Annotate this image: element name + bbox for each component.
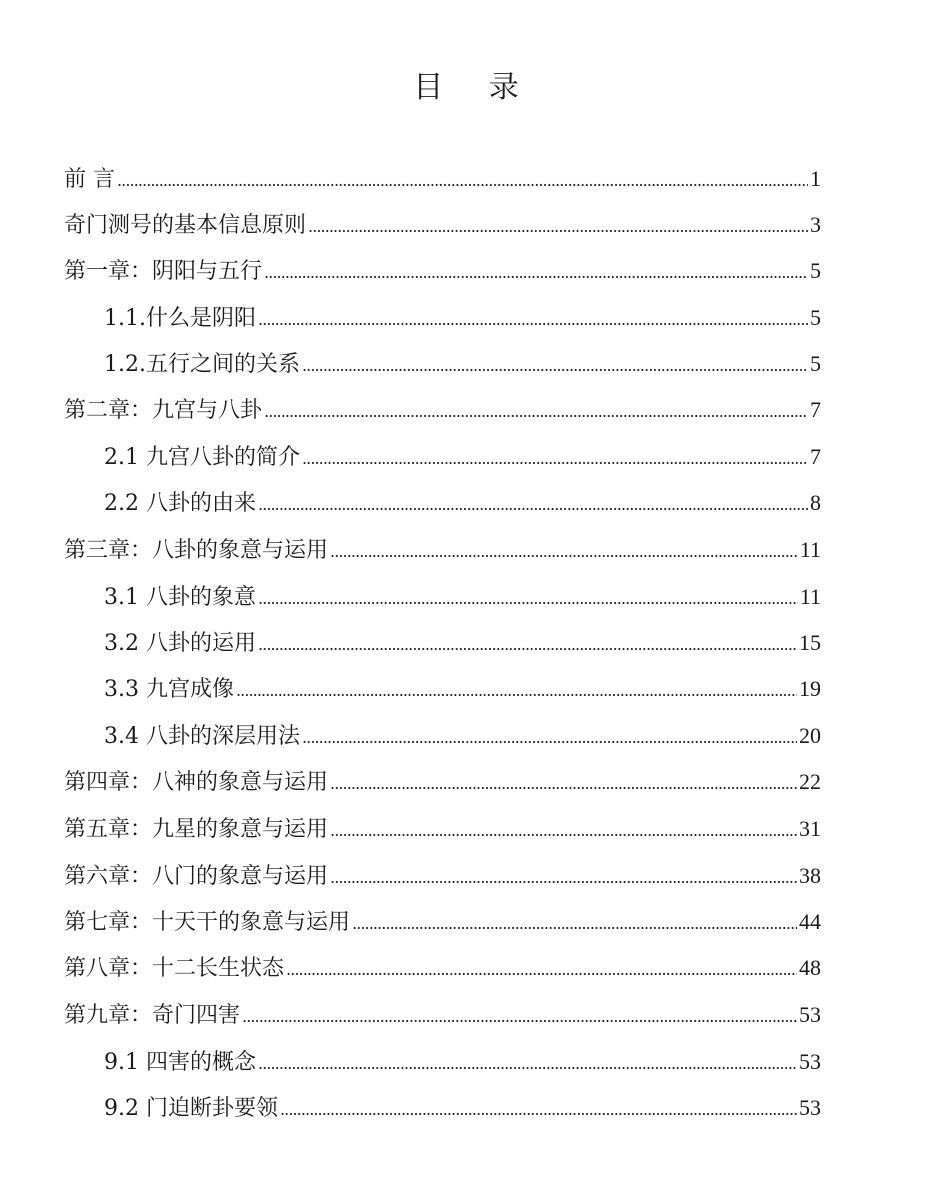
toc-entry-label: 第一章：阴阳与五行 bbox=[64, 259, 263, 284]
toc-entry-page: 38 bbox=[799, 863, 821, 888]
dot-leader bbox=[236, 668, 797, 714]
toc-entry[interactable] bbox=[104, 480, 821, 526]
toc-entry[interactable] bbox=[64, 387, 821, 433]
toc-entry[interactable] bbox=[104, 434, 821, 480]
toc-entry-page: 11 bbox=[799, 537, 821, 562]
dot-leader bbox=[258, 576, 798, 622]
dot-leader bbox=[258, 622, 797, 668]
toc-entry-page: 53 bbox=[799, 1002, 821, 1027]
dot-leader bbox=[258, 1041, 797, 1087]
toc-entry-page: 7 bbox=[810, 444, 821, 469]
toc-entry-page: 11 bbox=[799, 584, 821, 609]
toc-entry-label: 奇门测号的基本信息原则 bbox=[64, 213, 307, 238]
dot-leader bbox=[330, 761, 797, 807]
dot-leader bbox=[330, 855, 797, 901]
toc-entry-page: 20 bbox=[799, 723, 821, 748]
toc-entry-page: 7 bbox=[810, 397, 821, 422]
toc-entry-page: 19 bbox=[799, 676, 821, 701]
toc-entry-label: 3.1 八卦的象意 bbox=[104, 585, 256, 610]
toc-entry-page: 44 bbox=[799, 909, 821, 934]
toc-entry-label: 第六章：八门的象意与运用 bbox=[64, 864, 329, 889]
toc-entry-label: 9.2 门迫断卦要领 bbox=[104, 1096, 278, 1121]
toc-entry-page: 5 bbox=[810, 351, 821, 376]
toc-entry[interactable] bbox=[104, 574, 821, 620]
toc-entry[interactable] bbox=[64, 156, 821, 202]
toc-entry-page: 5 bbox=[810, 305, 821, 330]
toc-entry[interactable] bbox=[104, 1085, 821, 1131]
toc-entry-page: 53 bbox=[799, 1049, 821, 1074]
toc-entry-page: 48 bbox=[799, 955, 821, 980]
dot-leader bbox=[352, 901, 797, 947]
dot-leader bbox=[117, 158, 808, 204]
toc-entry[interactable] bbox=[104, 1039, 821, 1085]
toc-entry-label: 第二章：九宫与八卦 bbox=[64, 398, 263, 423]
toc-entry[interactable] bbox=[64, 899, 821, 945]
toc-entry[interactable] bbox=[64, 945, 821, 991]
toc-entry[interactable] bbox=[64, 248, 821, 294]
toc-entry-page: 1 bbox=[810, 166, 821, 191]
toc-entry[interactable] bbox=[64, 527, 821, 573]
toc-entry[interactable] bbox=[64, 853, 821, 899]
toc-entry[interactable] bbox=[64, 992, 821, 1038]
dot-leader bbox=[264, 250, 808, 296]
toc-entry-label: 前 言 bbox=[64, 167, 115, 192]
toc-entry-page: 15 bbox=[799, 630, 821, 655]
toc-entry-label: 3.4 八卦的深层用法 bbox=[104, 724, 300, 749]
toc-entry-page: 5 bbox=[810, 258, 821, 283]
toc-entry[interactable] bbox=[64, 806, 821, 852]
toc-entry-page: 31 bbox=[799, 816, 821, 841]
page-title: 目 录 bbox=[413, 70, 537, 105]
dot-leader bbox=[258, 482, 808, 528]
toc-entry-label: 第九章：奇门四害 bbox=[64, 1003, 241, 1028]
toc-entry-page: 8 bbox=[810, 490, 821, 515]
toc-entry[interactable] bbox=[104, 620, 821, 666]
toc-entry[interactable] bbox=[104, 341, 821, 387]
toc-entry-label: 第三章：八卦的象意与运用 bbox=[64, 538, 329, 563]
toc-entry-page: 22 bbox=[799, 769, 821, 794]
toc-entry-label: 1.2.五行之间的关系 bbox=[104, 352, 300, 377]
toc-entry-label: 第四章：八神的象意与运用 bbox=[64, 770, 329, 795]
dot-leader bbox=[308, 204, 808, 250]
toc-entry-page: 53 bbox=[799, 1095, 821, 1120]
dot-leader bbox=[242, 994, 797, 1040]
toc-entry-label: 2.1 九宫八卦的简介 bbox=[104, 445, 300, 470]
toc-entry[interactable] bbox=[64, 202, 821, 248]
dot-leader bbox=[302, 436, 808, 482]
toc-entry-label: 第七章：十天干的象意与运用 bbox=[64, 910, 351, 935]
dot-leader bbox=[264, 389, 808, 435]
dot-leader bbox=[286, 947, 797, 993]
dot-leader bbox=[302, 343, 808, 389]
toc-entry[interactable] bbox=[104, 295, 821, 341]
toc-entry[interactable] bbox=[104, 713, 821, 759]
toc-entry-label: 3.2 八卦的运用 bbox=[104, 631, 256, 656]
toc-entry-label: 1.1.什么是阴阳 bbox=[104, 306, 256, 331]
dot-leader bbox=[330, 808, 797, 854]
dot-leader bbox=[280, 1087, 797, 1133]
dot-leader bbox=[302, 715, 797, 761]
toc-entry-label: 第五章：九星的象意与运用 bbox=[64, 817, 329, 842]
toc-entry-page: 3 bbox=[810, 212, 821, 237]
toc-entry-label: 2.2 八卦的由来 bbox=[104, 491, 256, 516]
toc-entry[interactable] bbox=[64, 759, 821, 805]
dot-leader bbox=[258, 297, 808, 343]
toc-entry[interactable] bbox=[104, 666, 821, 712]
toc-entry-label: 第八章：十二长生状态 bbox=[64, 956, 285, 981]
toc-entry-label: 3.3 九宫成像 bbox=[104, 677, 234, 702]
dot-leader bbox=[330, 529, 798, 575]
toc-entry-label: 9.1 四害的概念 bbox=[104, 1050, 256, 1075]
